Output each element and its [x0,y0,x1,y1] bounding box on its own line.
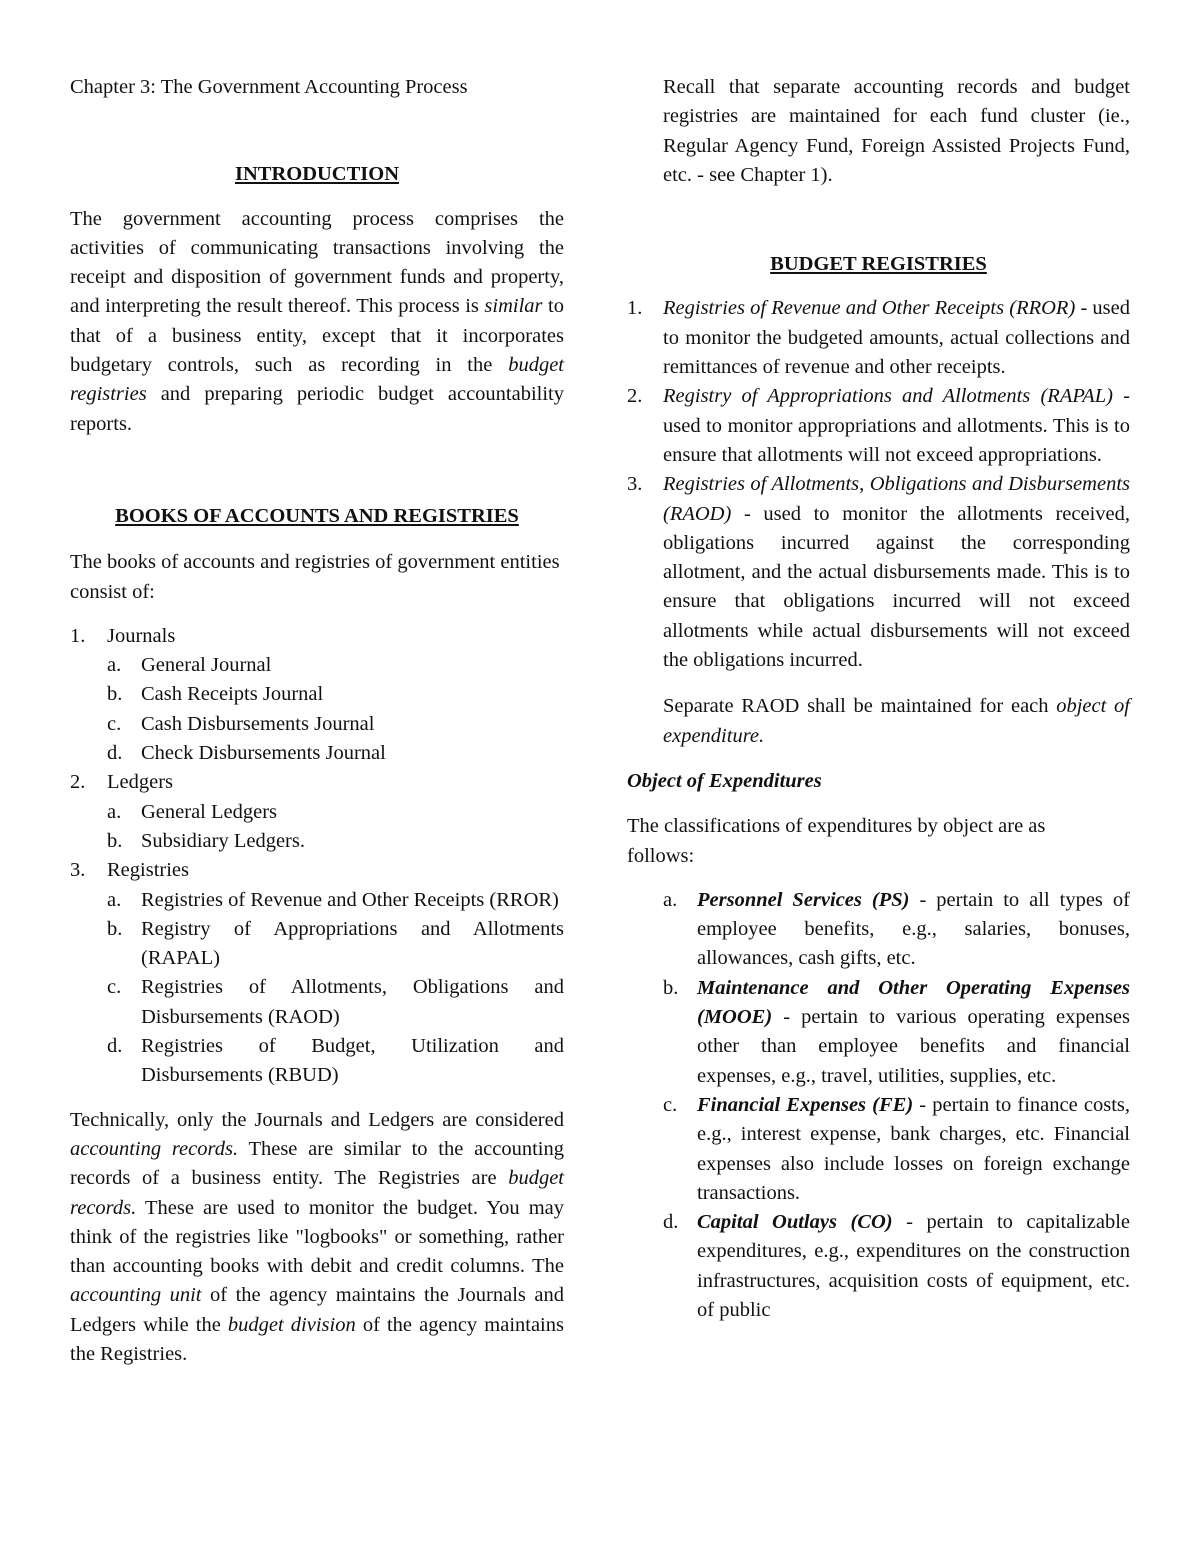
object-title: Capital Outlays (CO) [697,1211,893,1234]
list-marker: 1. [70,624,86,647]
list-item [627,886,1130,974]
list-text: General Journal [141,654,272,677]
list-marker: 2. [627,385,643,408]
introduction-paragraph [70,205,564,439]
registry-desc: - used to monitor appropriations and allotments. This is to ensure that allotments will not exceed appropriations. [663,385,1130,466]
books-item-journals [70,622,564,651]
list-item [70,973,564,1032]
list-marker: c. [663,1093,678,1116]
books-list [70,622,564,1091]
intro-em-budget-registries: budget registries [70,354,564,406]
records-text-1: Technically, only the Journals and Ledgers are considered [70,1108,564,1131]
list-marker: c. [107,712,122,735]
list-item [70,680,564,709]
object-desc: - pertain to all types of employee benefits, e.g., salaries, bonuses, allowances, cash gifts, etc. [697,888,1130,970]
object-desc: - pertain to finance costs, e.g., interest expense, bank charges, etc. Financial expenses also include losses on foreign exchange transactions. [697,1093,1130,1204]
intro-text-2: to that of a business entity, except that it incorporates budgetary controls, such as recording in the [70,295,564,377]
registry-title: Registries of Allotments, Obligations and Disbursements (RAOD) [663,473,1130,525]
list-text: Cash Receipts Journal [141,683,324,706]
list-label: Journals [107,624,176,647]
list-marker: a. [107,800,122,823]
objects-intro: The classifications of expenditures by object are as follows: [627,815,1046,867]
budget-registries-heading: BUDGET REGISTRIES [770,253,987,276]
books-intro: The books of accounts and registries of government entities consist of: [70,551,560,603]
list-item [627,1208,1130,1325]
books-item-registries [70,856,564,885]
list-marker: b. [107,917,123,940]
intro-em-similar: similar [484,295,543,318]
list-marker: b. [107,829,123,852]
list-item [627,1091,1130,1208]
list-item [627,294,1130,382]
right-column [627,0,1130,1325]
registry-title: Registry of Appropriations and Allotments (RAPAL) [663,385,1113,408]
list-item [70,739,564,768]
object-title: Maintenance and Other Operating Expenses (MOOE) [697,976,1130,1029]
records-text-3: These are used to monitor the budget. You may think of the registries like "logbooks" or something, rather than accounting books with debit and credit columns. The [70,1196,564,1278]
list-item [70,827,564,856]
object-of-expenditures-heading: Object of Expenditures [627,769,822,792]
list-marker: a. [663,888,678,911]
registry-desc: - used to monitor the allotments received, obligations incurred against the corresponding allotment, and the actual disbursements made. This is to ensure that obligations incurred will not exceed allotments while actual disbursements will not exceed the obligations incurred. [663,502,1130,672]
list-item [627,382,1130,470]
left-column [70,0,564,1369]
list-label: Ledgers [107,771,174,794]
records-em-3: accounting unit [70,1284,202,1307]
list-text: Registries of Allotments, Obligations and Disbursements (RAOD) [141,976,564,1028]
recall-paragraph: Recall that separate accounting records and budget registries are maintained for each fund cluster (ie., Regular Agency Fund, Foreign Assisted Projects Fund, etc. - see Chapter 1). [663,76,1130,186]
list-item [70,798,564,827]
list-text: Cash Disbursements Journal [141,712,375,735]
list-text: Registries of Revenue and Other Receipts (RROR) [141,888,559,911]
chapter-title: Chapter 3: The Government Accounting Process [70,76,468,98]
records-paragraph [70,1106,564,1370]
raod-note-text: Separate RAOD shall be maintained for each [663,695,1057,718]
objects-list [627,886,1130,1325]
list-text: Registries of Budget, Utilization and Disbursements (RBUD) [141,1035,564,1087]
list-item [70,886,564,915]
list-marker: c. [107,976,122,999]
list-text: Registry of Appropriations and Allotments (RAPAL) [141,917,564,970]
list-marker: d. [107,742,123,765]
object-title: Personnel Services (PS) [697,888,910,911]
list-marker: b. [663,976,679,999]
list-marker: 2. [70,771,86,794]
list-marker: b. [107,683,123,706]
records-text-2: These are similar to the accounting records of a business entity. The Registries are [70,1137,565,1190]
list-marker: 3. [70,859,86,882]
object-desc: - pertain to capitalizable expenditures, e.g., expenditures on the construction infrastructures, acquisition costs of equipment, etc. of public [697,1211,1130,1321]
intro-text-3: and preparing periodic budget accountability reports. [70,383,564,435]
list-item [70,1032,564,1091]
object-title: Financial Expenses (FE) [697,1093,914,1116]
list-marker: 1. [627,297,643,320]
list-item [70,915,564,974]
records-text-5: of the agency maintains the Registries. [70,1313,564,1365]
list-text: General Ledgers [141,800,278,823]
object-desc: - pertain to various operating expenses other than employee benefits and financial expenses, e.g., travel, utilities, supplies, etc. [697,1006,1130,1087]
records-text-4: of the agency maintains the Journals and Ledgers while the [70,1284,564,1336]
list-item [70,710,564,739]
list-item [627,470,1130,675]
list-marker: a. [107,888,122,911]
registry-title: Registries of Revenue and Other Receipts (RROR) [663,297,1076,320]
list-text: Check Disbursements Journal [141,742,386,765]
list-marker: d. [663,1211,679,1234]
books-item-ledgers [70,768,564,797]
list-marker: d. [107,1035,123,1058]
registry-desc: - used to monitor the budgeted amounts, actual collections and remittances of revenue and other receipts. [663,297,1130,379]
list-item [627,974,1130,1091]
list-marker: 3. [627,473,643,496]
introduction-heading: INTRODUCTION [234,163,400,186]
list-text: Subsidiary Ledgers. [141,829,305,852]
intro-text-1: The government accounting process comprises the activities of communicating transactions involving the receipt and disposition of government funds and property, and interpreting the result thereof. This process is [70,207,564,318]
books-heading: BOOKS OF ACCOUNTS AND REGISTRIES [115,504,519,527]
list-item [70,651,564,680]
raod-note-em: object of expenditure. [663,695,1130,747]
list-marker: a. [107,654,122,677]
records-em-4: budget division [227,1313,356,1336]
budget-registries-list [627,294,1130,675]
records-em-2: budget records. [70,1167,564,1219]
raod-note [627,692,1130,751]
list-label: Registries [107,859,189,882]
records-em-1: accounting records. [70,1137,239,1160]
